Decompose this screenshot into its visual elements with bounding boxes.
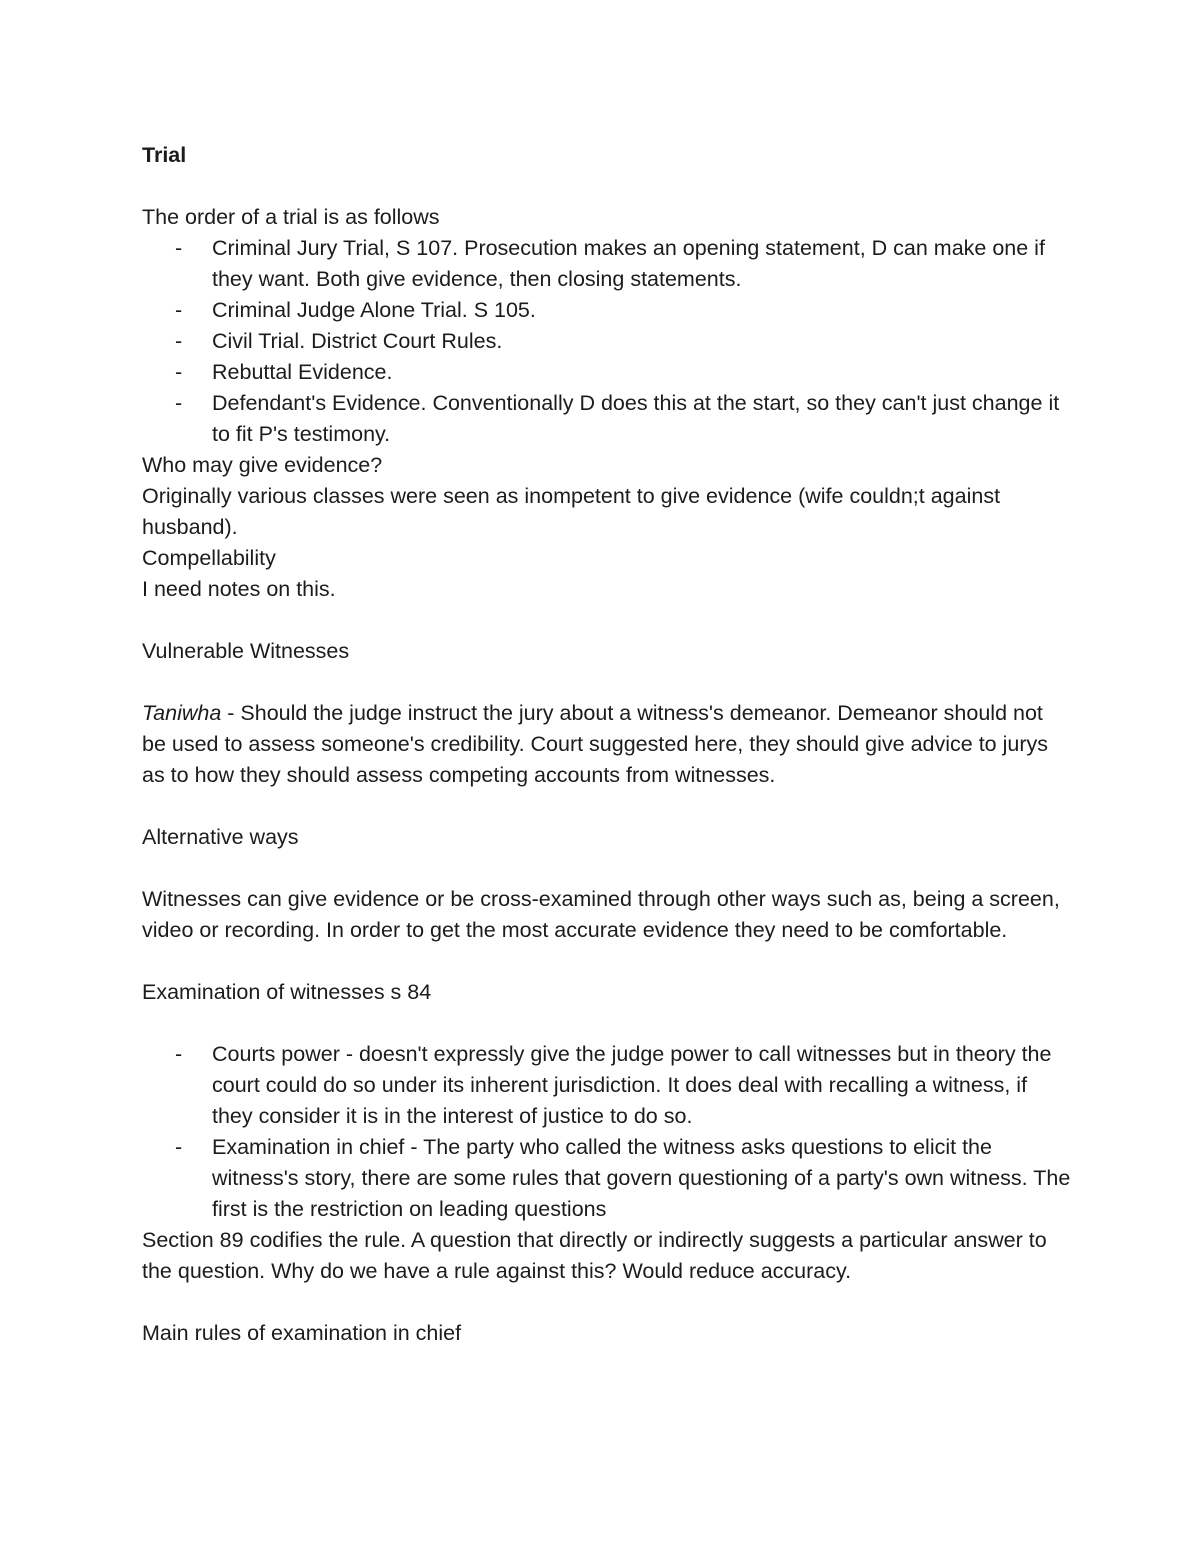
list-item	[142, 1039, 1072, 1132]
dash-bullet: -	[175, 236, 183, 260]
list-item	[142, 357, 1072, 388]
list-item-text: Defendant's Evidence. Conventionally D does this at the start, so they can't just change it to fit P's testimony.	[212, 391, 1060, 446]
list-item	[142, 233, 1072, 295]
spacer	[142, 1008, 1072, 1039]
list-item	[142, 1132, 1072, 1225]
list-item	[142, 295, 1072, 326]
intro-text: The order of a trial is as follows	[142, 205, 440, 229]
compellability-text: Compellability	[142, 546, 276, 570]
taniwha-text: - Should the judge instruct the jury about a witness's demeanor. Demeanor should not be used to assess someone's credibility. Court suggested here, they should give advice to jurys as to how they should assess competing accounts from witnesses.	[142, 701, 1049, 787]
taniwha-paragraph	[142, 698, 1072, 791]
spacer	[142, 667, 1072, 698]
list-item-text: Examination in chief - The party who called the witness asks questions to elicit the witness's story, there are some rules that govern questioning of a party's own witness. The first is the restriction on leading questions	[212, 1135, 1071, 1221]
list-item-text: Rebuttal Evidence.	[212, 360, 393, 384]
spacer	[142, 605, 1072, 636]
main-rules-heading: Main rules of examination in chief	[142, 1321, 462, 1345]
alternative-text: Witnesses can give evidence or be cross-examined through other ways such as, being a screen, video or recording. In order to get the most accurate evidence they need to be comfortable.	[142, 887, 1060, 942]
examination-heading: Examination of witnesses s 84	[142, 980, 432, 1004]
originally-text: Originally various classes were seen as inompetent to give evidence (wife couldn;t against husband).	[142, 484, 1001, 539]
dash-bullet: -	[175, 391, 183, 415]
list-item	[142, 326, 1072, 357]
list-item	[142, 388, 1072, 450]
page-title: Trial	[142, 143, 187, 167]
dash-bullet: -	[175, 1042, 183, 1066]
spacer	[142, 853, 1072, 884]
dash-bullet: -	[175, 329, 183, 353]
case-name: Taniwha	[142, 701, 222, 725]
spacer	[142, 791, 1072, 822]
section89-text: Section 89 codifies the rule. A question that directly or indirectly suggests a particular answer to the question. Why do we have a rule against this? Would reduce accuracy.	[142, 1228, 1047, 1283]
document-page	[142, 140, 1072, 1349]
vulnerable-heading: Vulnerable Witnesses	[142, 639, 350, 663]
need-notes-text: I need notes on this.	[142, 577, 336, 601]
examination-list	[142, 1039, 1072, 1225]
dash-bullet: -	[175, 298, 183, 322]
list-item-text: Civil Trial. District Court Rules.	[212, 329, 503, 353]
spacer	[142, 1287, 1072, 1318]
list-item-text: Courts power - doesn't expressly give the judge power to call witnesses but in theory the court could do so under its inherent jurisdiction. It does deal with recalling a witness, if they consider it is in the interest of justice to do so.	[212, 1042, 1052, 1128]
dash-bullet: -	[175, 360, 183, 384]
spacer	[142, 946, 1072, 977]
alternative-heading: Alternative ways	[142, 825, 299, 849]
dash-bullet: -	[175, 1135, 183, 1159]
trial-order-list	[142, 233, 1072, 450]
who-may-text: Who may give evidence?	[142, 453, 383, 477]
list-item-text: Criminal Jury Trial, S 107. Prosecution makes an opening statement, D can make one if they want. Both give evidence, then closing statements.	[212, 236, 1045, 291]
list-item-text: Criminal Judge Alone Trial. S 105.	[212, 298, 536, 322]
